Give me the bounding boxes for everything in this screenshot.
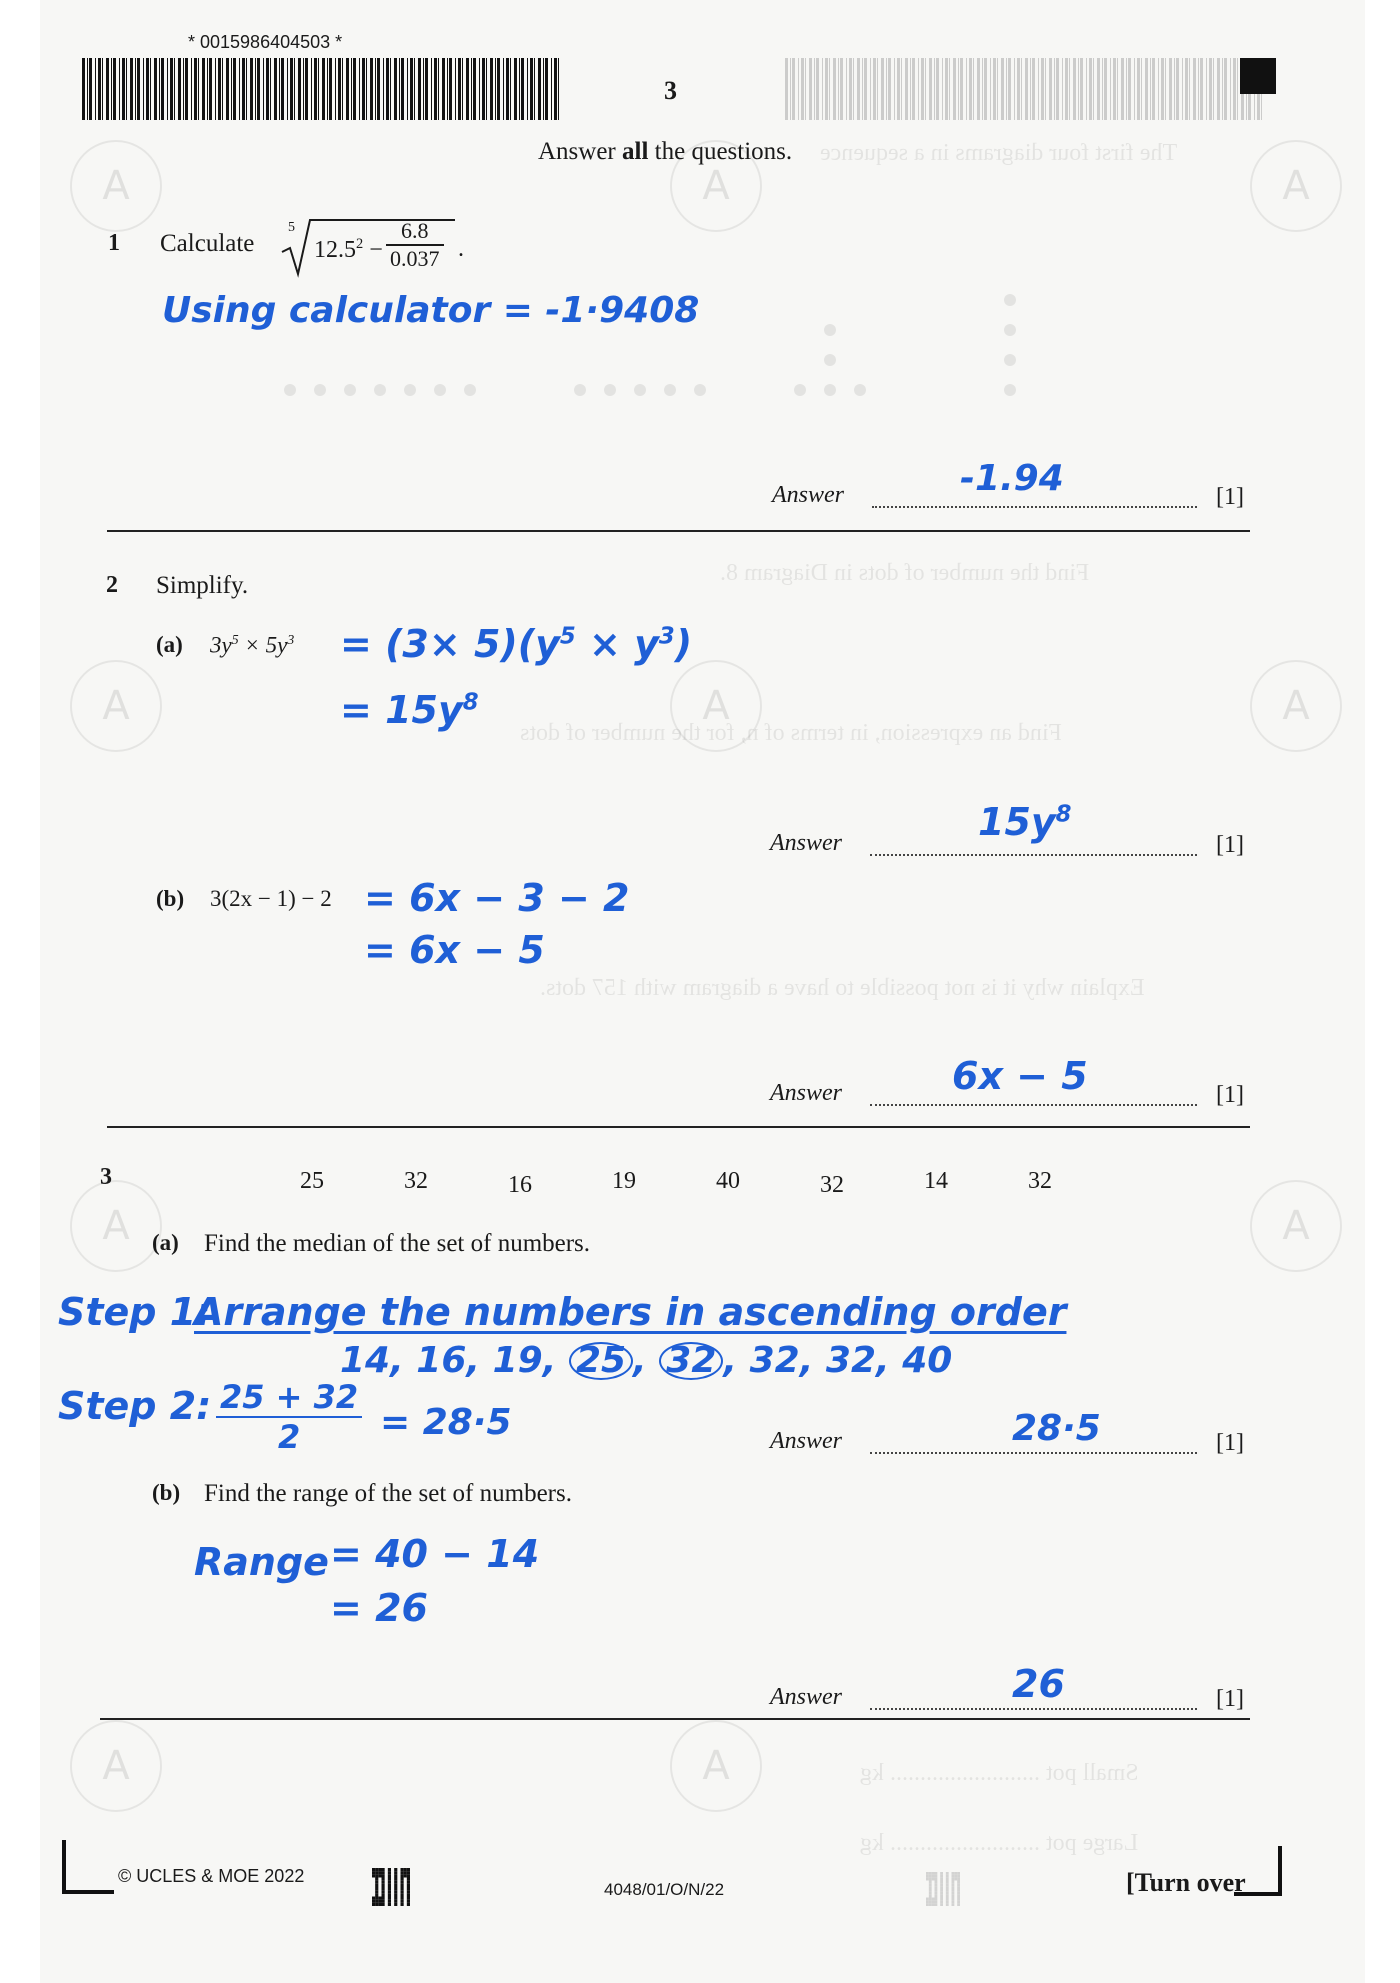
page-number: 3: [664, 76, 677, 105]
question-2-number: 2: [106, 572, 118, 598]
watermark-logo-icon: A: [70, 140, 162, 232]
q2a-expr-part: × 5y: [238, 632, 288, 658]
q2b-answer-line: [870, 1104, 1197, 1106]
q2a-expr-exp: 3: [287, 632, 295, 647]
instruction-pre: Answer: [538, 138, 623, 165]
q2a-expr-part: 3y: [210, 632, 232, 658]
q3b-working-line-1: = 40 − 14: [330, 1532, 540, 1576]
corner-bracket-left: [62, 1840, 114, 1894]
q3a-mark: [1]: [1216, 1430, 1244, 1456]
q1-answer-label: Answer: [772, 482, 844, 508]
watermark-logo-icon: A: [70, 660, 162, 752]
watermark-logo-icon: A: [670, 1720, 762, 1812]
q2a-expr-exp: 5: [231, 632, 239, 647]
q3-number-item: 40: [716, 1168, 740, 1194]
q3b-answer: 26: [1012, 1662, 1065, 1706]
q3a-step2-numerator: 25 + 32: [216, 1378, 362, 1418]
q3a-answer: 28·5: [1012, 1408, 1101, 1449]
question-2-prompt: Simplify.: [156, 572, 249, 599]
q2a-work-exp: 3: [658, 623, 675, 650]
q3b-answer-label: Answer: [770, 1684, 842, 1710]
barcode-ghost-icon: [785, 58, 1263, 120]
q3-divider: [100, 1718, 1250, 1720]
q1-fraction-denominator: 0.037: [390, 246, 440, 271]
q2a-work-exp: 5: [559, 623, 576, 650]
q1-answer-line: [872, 506, 1197, 508]
q3-number-item: 19: [612, 1168, 636, 1194]
q2b-label: (b): [156, 886, 185, 911]
show-through-text: Small pot ......................... kg: [860, 1760, 1139, 1786]
watermark-logo-icon: A: [1250, 140, 1342, 232]
q2b-working-line-1: = 6x − 3 − 2: [364, 876, 630, 920]
q3-number-item: 32: [1028, 1168, 1052, 1194]
question-1-number: 1: [108, 230, 120, 256]
q2a-work-part: = 15y: [340, 688, 463, 732]
show-through-text: Explain why it is not possible to have a diagram with 157 dots.: [540, 975, 1145, 1001]
q3a-step2-label: Step 2:: [58, 1384, 212, 1428]
q1-fraction: [386, 218, 444, 272]
q3-number-item: 14: [924, 1168, 948, 1194]
show-through-text: The first four diagrams in a sequence: [820, 140, 1178, 166]
show-through-text: Find an expression, in terms of n, for the number of dots: [520, 720, 1062, 746]
q3a-sorted-numbers: [340, 1340, 952, 1381]
q2b-answer: 6x − 5: [952, 1054, 1088, 1098]
root-index: 5: [288, 220, 295, 235]
q2a-answer-line: [870, 854, 1197, 856]
q3a-answer-line: [870, 1452, 1197, 1454]
q3b-working-label: Range: [194, 1540, 329, 1584]
show-through-text: Find the number of dots in Diagram 8.: [720, 560, 1090, 586]
show-through-text: Large pot ......................... kg: [860, 1830, 1139, 1856]
q3a-step2-result: = 28·5: [380, 1402, 512, 1443]
instruction-post: the questions.: [648, 138, 793, 165]
question-1-prompt: Calculate: [160, 230, 255, 257]
q3b-working-line-2: = 26: [330, 1586, 428, 1630]
q2-divider: [107, 1126, 1250, 1128]
sorted-part: 14, 16, 19,: [340, 1340, 557, 1381]
q2a-working-line-1: [340, 622, 692, 666]
question-3-number: 3: [100, 1164, 112, 1190]
q2a-expression: [210, 632, 294, 659]
q2a-work-part: = (3× 5)(y: [340, 622, 560, 666]
q2a-answer-part: 15y: [978, 800, 1056, 844]
turn-over-text: [Turn over: [1126, 1868, 1246, 1897]
q3a-step2-denominator: 2: [277, 1418, 301, 1456]
q2a-answer-label: Answer: [770, 830, 842, 856]
q3b-mark: [1]: [1216, 1686, 1244, 1712]
q2a-working-line-2: [340, 688, 479, 732]
q3a-step2-fraction: [216, 1378, 362, 1456]
q3a-label: (a): [152, 1230, 179, 1255]
q1-answer: -1.94: [960, 458, 1064, 499]
q3b-answer-line: [870, 1708, 1197, 1710]
qr-code-ghost-icon: [926, 1872, 960, 1906]
qr-code-icon: [372, 1868, 410, 1906]
q2a-answer-exp: 8: [1055, 801, 1072, 828]
q3a-answer-label: Answer: [770, 1428, 842, 1454]
q3-number-item: 25: [300, 1168, 324, 1194]
copyright-text: © UCLES & MOE 2022: [118, 1866, 305, 1886]
radicand-base: 12.5: [314, 237, 356, 263]
q1-divider: [107, 530, 1250, 532]
q2b-mark: [1]: [1216, 1082, 1244, 1108]
circled-middle-value-2: 32: [659, 1342, 723, 1380]
q2b-expression: 3(2x − 1) − 2: [210, 886, 332, 911]
sorted-comma: ,: [633, 1340, 647, 1381]
watermark-logo-icon: A: [670, 660, 762, 752]
q2a-mark: [1]: [1216, 832, 1244, 858]
q2b-working-line-2: = 6x − 5: [364, 928, 545, 972]
watermark-logo-icon: A: [70, 1180, 162, 1272]
q3-number-item: 32: [820, 1172, 844, 1198]
watermark-logo-icon: A: [670, 140, 762, 232]
q3a-step1-text: Arrange the numbers in ascending order: [194, 1290, 1067, 1334]
q2a-work-part: × y: [575, 622, 659, 666]
watermark-logo-icon: A: [1250, 660, 1342, 752]
q2a-work-exp: 8: [462, 689, 479, 716]
q2a-answer: [978, 800, 1072, 844]
q1-fraction-numerator: 6.8: [386, 218, 444, 246]
minus-sign: −: [369, 237, 383, 263]
q1-working: Using calculator = -1·9408: [162, 290, 700, 331]
watermark-logo-icon: A: [1250, 1180, 1342, 1272]
q3-number-item: 16: [508, 1172, 532, 1198]
radicand-exponent: 2: [356, 236, 364, 252]
q1-mark: [1]: [1216, 484, 1244, 510]
q2a-work-part: ): [674, 622, 693, 666]
paper-code: 4048/01/O/N/22: [604, 1880, 725, 1899]
q3-number-set: [300, 1168, 1120, 1198]
instructions: [538, 138, 792, 166]
q3-number-item: 32: [404, 1168, 428, 1194]
barcode-icon: [82, 58, 560, 120]
circled-middle-value-1: 25: [569, 1342, 633, 1380]
sorted-part: , 32, 32, 40: [723, 1340, 953, 1381]
corner-bracket-right: [1234, 1846, 1282, 1896]
q2a-label: (a): [156, 632, 183, 657]
instruction-bold: all: [622, 138, 649, 165]
q1-period: .: [458, 236, 464, 262]
watermark-logo-icon: A: [70, 1720, 162, 1812]
corner-marker: [1240, 58, 1276, 94]
barcode-number: * 0015986404503 *: [188, 32, 343, 52]
q3b-prompt: Find the range of the set of numbers.: [204, 1480, 572, 1507]
q2b-answer-label: Answer: [770, 1080, 842, 1106]
q3a-step1-label: Step 1:: [58, 1290, 212, 1334]
q3b-label: (b): [152, 1480, 181, 1505]
q3a-prompt: Find the median of the set of numbers.: [204, 1230, 591, 1257]
